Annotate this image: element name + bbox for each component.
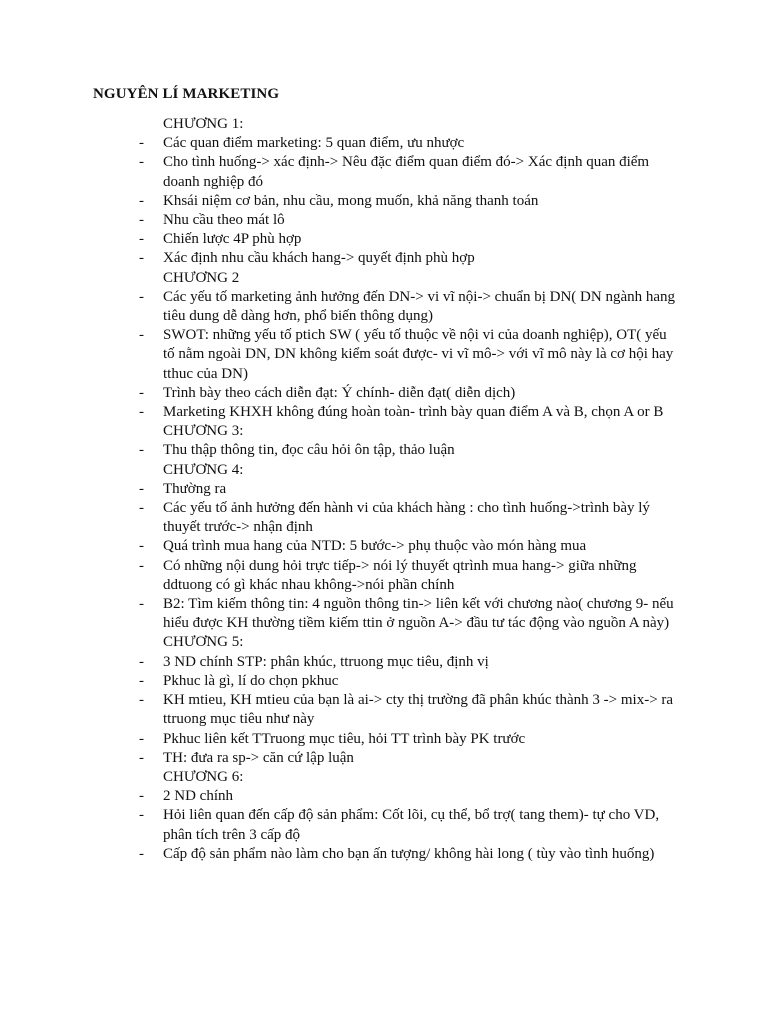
bullet-dash: - [139, 596, 144, 613]
bullet-dash: - [139, 653, 144, 670]
list-item-text: Có những nội dung hỏi trực tiếp-> nói lý thuyết qtrình mua hang-> giữa những ddtuong có gì khác nhau không->nói phần chính [163, 557, 637, 593]
list-item [139, 595, 679, 633]
list-item [139, 153, 679, 191]
list-item-text: 3 ND chính STP: phân khúc, ttruong mục tiêu, định vị [163, 653, 489, 670]
document-title: NGUYÊN LÍ MARKETING [93, 86, 280, 102]
bullet-dash: - [139, 212, 144, 229]
list-item-text: Các quan điểm marketing: 5 quan điểm, ưu nhược [163, 135, 465, 152]
bullet-dash: - [139, 327, 144, 344]
bullet-dash: - [139, 288, 144, 305]
chapter-heading: CHƯƠNG 3: [163, 423, 244, 440]
bullet-dash: - [139, 807, 144, 824]
chapter-heading: CHƯƠNG 1: [163, 116, 244, 132]
bullet-dash: - [139, 500, 144, 517]
bullet-dash: - [139, 442, 144, 459]
list-item-text: KH mtieu, KH mtieu của bạn là ai-> cty thị trường đã phân khúc thành 3 -> mix-> ra ttruong mục tiêu như này [163, 692, 674, 728]
list-item-text: B2: Tìm kiếm thông tin: 4 nguồn thông tin-> liên kết với chương nào( chương 9- nếu hiểu được KH thường tiềm kiếm ttin ở nguồn A-> đầu tư tác động vào nguồn A này) [163, 596, 674, 632]
list-item [139, 499, 679, 537]
list-item-text: Thường ra [163, 480, 227, 497]
chapter-heading: CHƯƠNG 4: [163, 461, 244, 478]
list-item-text: Khsái niệm cơ bản, nhu cầu, mong muốn, khả năng thanh toán [163, 192, 539, 209]
list-item [139, 787, 679, 806]
list-item-text: Các yếu tố marketing ảnh hưởng đến DN-> vi vĩ nội-> chuẩn bị DN( DN ngành hang tiêu dung dễ dàng hơn, phổ biến thông dụng) [163, 288, 676, 325]
bullet-dash: - [139, 404, 144, 421]
bullet-dash: - [139, 154, 144, 171]
list-item [139, 326, 679, 384]
list-item [139, 384, 679, 403]
chapter-heading: CHƯƠNG 2 [163, 269, 240, 286]
bullet-dash: - [139, 730, 144, 747]
chapter-heading: CHƯƠNG 6: [163, 768, 244, 785]
list-item [139, 211, 679, 230]
bullet-dash: - [139, 672, 144, 689]
bullet-dash: - [139, 384, 144, 401]
chapter-heading: CHƯƠNG 5: [163, 634, 244, 651]
list-item-text: Chiến lược 4P phù hợp [163, 231, 302, 248]
list-item-text: Pkhuc liên kết TTruong mục tiêu, hỏi TT trình bày PK trước [163, 730, 526, 747]
list-item [139, 249, 679, 268]
list-item-text: Xác định nhu cầu khách hang-> quyết định phù hợp [163, 250, 475, 267]
list-item [139, 230, 679, 249]
bullet-dash: - [139, 135, 144, 152]
bullet-dash: - [139, 788, 144, 805]
list-item [139, 537, 679, 556]
bullet-dash: - [139, 538, 144, 555]
list-item [139, 288, 679, 326]
bullet-dash: - [139, 250, 144, 267]
list-item-text: 2 ND chính [163, 788, 233, 805]
document-body [139, 115, 679, 864]
list-item-text: Trình bày theo cách diễn đạt: Ý chính- diễn đạt( diễn dịch) [163, 384, 516, 401]
list-item-text: Pkhuc là gì, lí do chọn pkhuc [163, 672, 339, 689]
list-item-text: Hỏi liên quan đến cấp độ sản phẩm: Cốt lõi, cụ thể, bổ trợ( tang them)- tự cho VD, phân tích trên 3 cấp độ [163, 807, 660, 843]
list-item [139, 441, 679, 460]
list-item [139, 749, 679, 768]
bullet-dash: - [139, 845, 144, 862]
list-item [139, 845, 679, 864]
list-item-text: Quá trình mua hang của NTD: 5 bước-> phụ thuộc vào món hàng mua [163, 538, 587, 555]
bullet-dash: - [139, 692, 144, 709]
bullet-dash: - [139, 192, 144, 209]
list-item-text: Các yếu tố ảnh hưởng đến hành vi của khách hàng : cho tình huống->trình bày lý thuyết trước-> nhận định [163, 500, 650, 536]
list-item-text: Nhu cầu theo mát lô [163, 212, 285, 229]
list-item [139, 480, 679, 499]
list-item [139, 691, 679, 729]
list-item [139, 192, 679, 211]
bullet-dash: - [139, 231, 144, 248]
list-item [139, 134, 679, 153]
list-item-text: Thu thập thông tin, đọc câu hỏi ôn tập, thảo luận [163, 442, 455, 459]
list-item-text: SWOT: những yếu tố ptich SW ( yếu tố thuộc về nội vi của doanh nghiệp), OT( yếu tố nằm ngoài DN, DN không kiểm soát được- vi vĩ mô-> với vĩ mô này là cơ hội hay tthuc của DN) [163, 327, 674, 382]
list-item [139, 672, 679, 691]
list-item [139, 557, 679, 595]
bullet-dash: - [139, 480, 144, 497]
bullet-dash: - [139, 749, 144, 766]
bullet-dash: - [139, 557, 144, 574]
list-item [139, 806, 679, 844]
list-item-text: Marketing KHXH không đúng hoàn toàn- trình bày quan điểm A và B, chọn A or B [163, 404, 664, 421]
list-item [139, 653, 679, 672]
list-item [139, 403, 679, 422]
list-item-text: Cấp độ sản phẩm nào làm cho bạn ấn tượng/ không hài long ( tùy vào tình huống) [163, 845, 655, 862]
list-item-text: Cho tình huống-> xác định-> Nêu đặc điểm quan điểm đó-> Xác định quan điểm doanh nghiệp đó [163, 154, 650, 190]
list-item-text: TH: đưa ra sp-> căn cứ lập luận [163, 749, 354, 766]
list-item [139, 730, 679, 749]
